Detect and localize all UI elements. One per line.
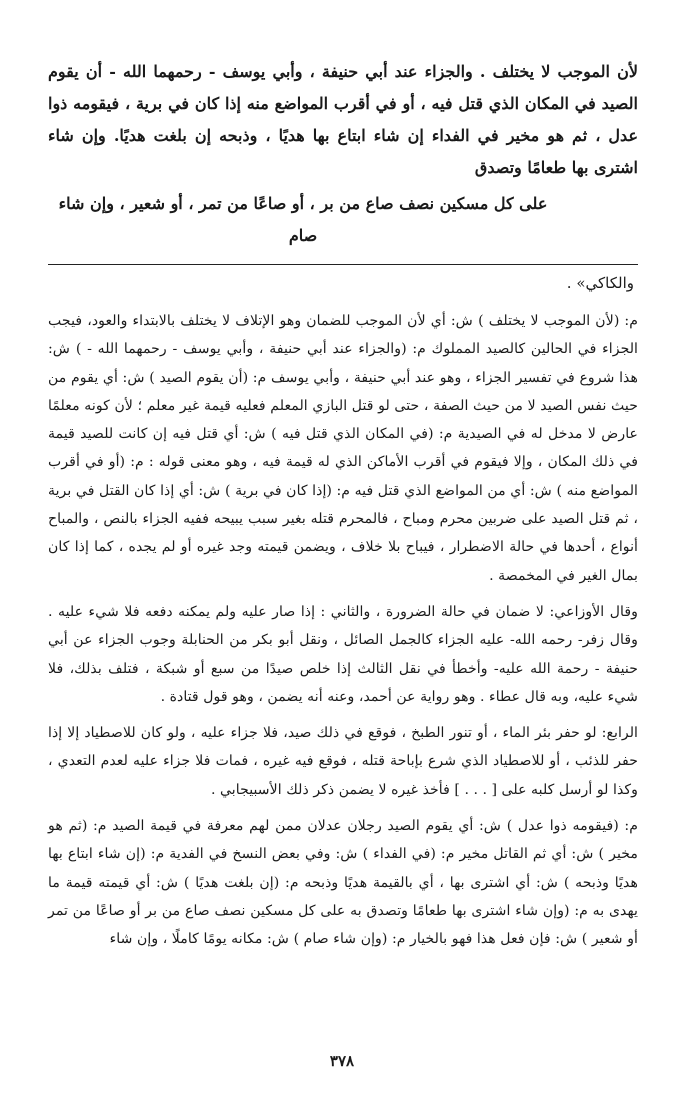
matn-divider (48, 264, 638, 265)
page-number: ٣٧٨ (329, 1052, 355, 1070)
commentary-paragraph-2: وقال الأوزاعي: لا ضمان في حالة الضرورة ، والثاني : إذا صار عليه ولم يمكنه دفعه فلا شيء عليه . وقال زفر- رحمه الله- عليه الجزاء كالجمل الصائل ، ونقل أبو بكر من الحنابلة وجوب الجزاء عن أبي حنيفة - رحمة الله عليه- وأخطأ في نقل الثالث إذا خلص صيدًا من سبع أو شبكة ، فتلف بذلك، فلا شيء عليه، وبه قال عطاء . وهو رواية عن أحمد، وعنه أنه يضمن ، وهو قول قتادة . (48, 603, 638, 705)
footnote-carryover: والكاكي» . (566, 274, 634, 292)
matn-text: لأن الموجب لا يختلف . والجزاء عند أبي حنيفة ، وأبي يوسف - رحمهما الله - أن يقوم الصيد في المكان الذي قتل فيه ، أو في أقرب المواضع منه إذا كان في برية ، فيقومه ذوا عدل ، ثم هو مخير في الفداء إن شاء ابتاع بها هديًا ، وذبحه إن بلغت هديًا. وإن شاء اشترى بها طعامًا وتصدق (48, 62, 638, 177)
commentary-paragraph-4: م: (فيقومه ذوا عدل ) ش: أي يقوم الصيد رجلان عدلان ممن لهم معرفة في قيمة الصيد م: (ثم هو مخير ) ش: أي ثم القاتل مخير م: (في الفداء ) ش: وفي بعض النسخ في الفدية م: (إن شاء ابتاع بها هديًا وذبحه ) ش: أي اشترى بها ، أي بالقيمة هديًا وذبحه م: (إن بلغت هديًا ) ش: أي قيمته قيمة ما يهدى به م: (وإن شاء اشترى بها طعامًا وتصدق به على كل مسكين نصف صاع من بر أو صاعًا من تمر أو شعير ) ش: فإن فعل هذا فهو بالخيار م: (وإن شاء صام ) ش: مكانه يومًا كاملًا ، وإن شاء (48, 818, 638, 948)
commentary-paragraph-3: الرابع: لو حفر بئر الماء ، أو تنور الطبخ ، فوقع في ذلك صيد، فلا جزاء عليه ، ولو كان للاصطياد إلا إذا حفر للذئب ، أو للاصطياد الذي شرع بإباحة قتله ، فوقع فيه غيره ، فمات فلا جزاء عليه لعدم التعدي ، وكذا لو أرسل كلبه على [ . . . ] فأخذ غيره لا يضمن ذكر ذلك الأسبيجابي . (48, 725, 638, 798)
page-content (48, 56, 638, 962)
matn-text-tail: على كل مسكين نصف صاع من بر ، أو صاعًا من تمر ، أو شعير ، وإن شاء صام (58, 194, 548, 245)
commentary-paragraph-1: م: (لأن الموجب لا يختلف ) ش: أي لأن الموجب للضمان وهو الإتلاف لا يختلف بالابتداء والعود، فيجب الجزاء في الحالين كالصيد المملوك م: (والجزاء عند أبي حنيفة ، وأبي يوسف - رحمهما الله - ) ش: هذا شروع في تفسير الجزاء ، وهو عند أبي حنيفة ، وأبي يوسف م: (أن يقوم الصيد ) ش: أي يقوم من حيث نفس الصيد لا من حيث الصفة ، حتى لو قتل البازي المعلم فعليه قيمة غير معلم ؛ لأن كونه معلمًا عارض لا مدخل له في الصيدية م: (في المكان الذي قتل فيه ) ش: أي قتل فيه إن كانت للصيد قيمة في ذلك المكان ، وإلا فيقوم في أقرب الأماكن الذي له قيمة فيه ، وهو معنى قوله : م: (أو في أقرب المواضع منه ) ش: أي من المواضع الذي قتل فيه م: (إذا كان في برية ) ش: أي إذا كان القتل في برية ، ثم قتل الصيد على ضربين محرم ومباح ، فالمحرم قتله بغير سبب يبيحه ففيه الجزاء بالنص ، والمباح أنواع ، أحدها في حالة الاضطرار ، فيباح بلا خلاف ، ويضمن قيمته وجد غيره أو لم يجده ، كما إذا كان بمال الغير في المخمصة . (48, 313, 638, 584)
